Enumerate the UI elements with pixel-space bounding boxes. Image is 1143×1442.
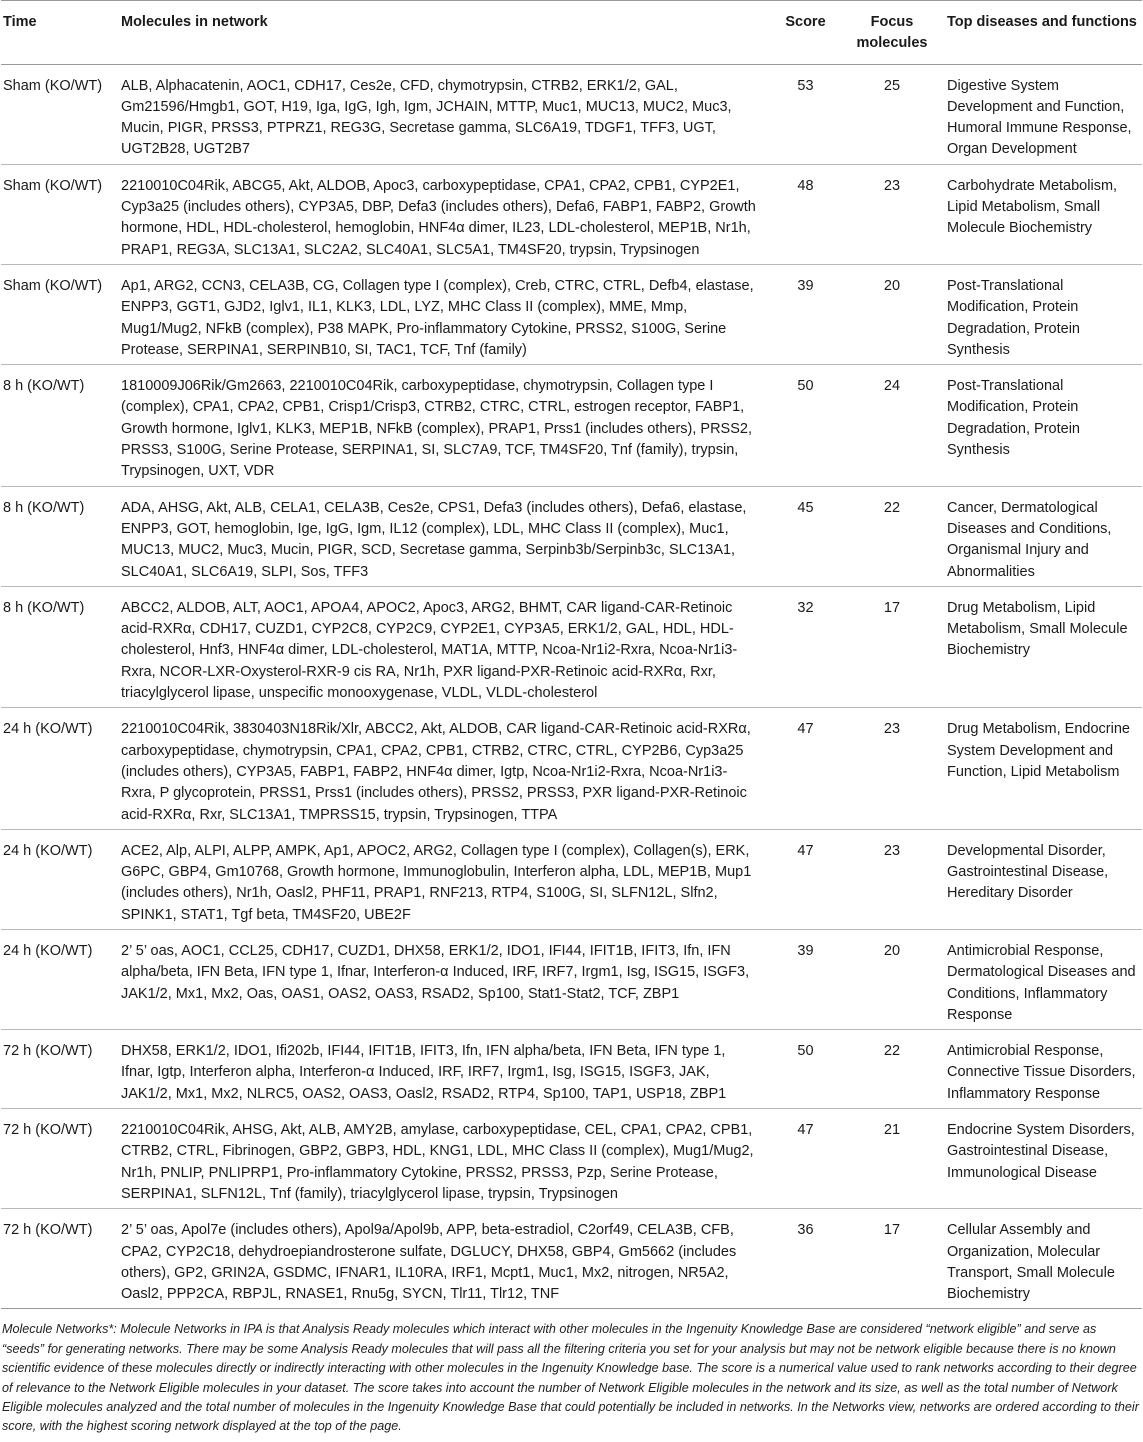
cell-top-diseases: Post-Translational Modification, Protein Degradation, Protein Synthesis xyxy=(944,264,1142,364)
cell-focus: 20 xyxy=(839,264,944,364)
header-score: Score xyxy=(771,1,839,65)
cell-score: 36 xyxy=(771,1209,839,1309)
cell-focus: 23 xyxy=(839,829,944,929)
header-time: Time xyxy=(1,1,118,65)
cell-time: Sham (KO/WT) xyxy=(1,64,118,164)
table-header xyxy=(1,1,1142,65)
cell-time: Sham (KO/WT) xyxy=(1,264,118,364)
cell-focus: 17 xyxy=(839,1209,944,1309)
cell-molecules: Ap1, ARG2, CCN3, CELA3B, CG, Collagen type I (complex), Creb, CTRC, CTRL, Defb4, elastase, ENPP3, GGT1, GJD2, Iglv1, IL1, KLK3, LDL, LYZ, MHC Class II (complex), MME, Mmp, Mug1/Mug2, NFkB (complex), P38 MAPK, Pro-inflammatory Cytokine, PRSS2, S100G, Serine Protease, SERPINA1, SERPINB10, SI, TAC1, TCF, Tnf (family) xyxy=(118,264,771,364)
table-row xyxy=(1,1209,1142,1309)
cell-molecules: ABCC2, ALDOB, ALT, AOC1, APOA4, APOC2, Apoc3, ARG2, BHMT, CAR ligand-CAR-Retinoic acid-RXRα, CDH17, CUZD1, CYP2C8, CYP2C9, CYP2E1, CYP3A5, ERK1/2, GAL, HDL, HDL-cholesterol, Hnf3, HNF4α dimer, LDL-cholesterol, MAT1A, MTTP, Ncoa-Nr1i2-Rxra, Ncoa-Nr1i3-Rxra, NCOR-LXR-Oxysterol-RXR-9 cis RA, Nr1h, PXR ligand-PXR-Retinoic acid-RXRα, Rxr, triacylglycerol lipase, unspecific monooxygenase, VLDL, VLDL-cholesterol xyxy=(118,586,771,707)
cell-top-diseases: Antimicrobial Response, Connective Tissue Disorders, Inflammatory Response xyxy=(944,1030,1142,1109)
cell-molecules: 2210010C04Rik, ABCG5, Akt, ALDOB, Apoc3, carboxypeptidase, CPA1, CPA2, CPB1, CYP2E1, Cyp3a25 (includes others), CYP3A5, DBP, Defa3 (includes others), Defa6, FABP1, FABP2, Growth hormone, HDL, HDL-cholesterol, hemoglobin, HNF4α dimer, IL23, LDL-cholesterol, MEP1B, Nr1h, PRAP1, REG3A, SLC13A1, SLC2A2, SLC40A1, SLC5A1, TM4SF20, trypsin, Trypsinogen xyxy=(118,164,771,264)
table-row xyxy=(1,708,1142,829)
table-row xyxy=(1,264,1142,364)
cell-focus: 21 xyxy=(839,1109,944,1209)
cell-focus: 24 xyxy=(839,365,944,486)
cell-time: 24 h (KO/WT) xyxy=(1,829,118,929)
networks-table xyxy=(1,0,1142,1309)
cell-top-diseases: Antimicrobial Response, Dermatological Diseases and Conditions, Inflammatory Response xyxy=(944,929,1142,1029)
cell-top-diseases: Cancer, Dermatological Diseases and Conditions, Organismal Injury and Abnormalities xyxy=(944,486,1142,586)
cell-time: 8 h (KO/WT) xyxy=(1,486,118,586)
cell-focus: 17 xyxy=(839,586,944,707)
table-footnote: Molecule Networks*: Molecule Networks in IPA is that Analysis Ready molecules which interact with other molecules in the Ingenuity Knowledge Base are considered “network eligible” and serve as “seeds” for generating networks. There may be some Analysis Ready molecules that will pass all the filtering criteria you set for your analysis but may not be network eligible because there is no known scientific evidence of these molecules directly or indirectly interacting with other molecules in the Ingenuity Knowledge base. The score is a numerical value used to rank networks according to their degree of relevance to the Network Eligible molecules in your dataset. The score takes into account the number of Network Eligible molecules in the network and its size, as well as the total number of Network Eligible molecules analyzed and the total number of molecules in the Ingenuity Knowledge Base that could potentially be included in networks. In the Networks view, networks are ordered according to their score, with the highest scoring network displayed at the top of the page. xyxy=(2,1322,1139,1434)
cell-molecules: ALB, Alphacatenin, AOC1, CDH17, Ces2e, CFD, chymotrypsin, CTRB2, ERK1/2, GAL, Gm21596/Hmgb1, GOT, H19, Iga, IgG, Igh, Igm, JCHAIN, MTTP, Muc1, MUC13, MUC2, Muc3, Mucin, PIGR, PRSS3, PTPRZ1, REG3G, Secretase gamma, SLC6A19, TDGF1, TFF3, UGT, UGT2B28, UGT2B7 xyxy=(118,64,771,164)
table-row xyxy=(1,365,1142,486)
cell-focus: 22 xyxy=(839,1030,944,1109)
cell-time: 72 h (KO/WT) xyxy=(1,1030,118,1109)
cell-top-diseases: Carbohydrate Metabolism, Lipid Metabolism, Small Molecule Biochemistry xyxy=(944,164,1142,264)
cell-top-diseases: Endocrine System Disorders, Gastrointestinal Disease, Immunological Disease xyxy=(944,1109,1142,1209)
cell-score: 32 xyxy=(771,586,839,707)
cell-molecules: DHX58, ERK1/2, IDO1, Ifi202b, IFI44, IFIT1B, IFIT3, Ifn, IFN alpha/beta, IFN Beta, IFN type 1, Ifnar, Igtp, Interferon alpha, Interferon-α Induced, IRF, IRF7, Irgm1, Isg, ISG15, ISGF3, JAK, JAK1/2, Mx1, Mx2, NLRC5, OAS2, OAS3, Oasl2, RSAD2, RTP4, Sp100, TAP1, USP18, ZBP1 xyxy=(118,1030,771,1109)
table-row xyxy=(1,929,1142,1029)
cell-focus: 25 xyxy=(839,64,944,164)
cell-focus: 22 xyxy=(839,486,944,586)
cell-score: 48 xyxy=(771,164,839,264)
table-row xyxy=(1,164,1142,264)
table-row xyxy=(1,486,1142,586)
table-row xyxy=(1,829,1142,929)
cell-score: 39 xyxy=(771,264,839,364)
cell-time: Sham (KO/WT) xyxy=(1,164,118,264)
cell-molecules: ADA, AHSG, Akt, ALB, CELA1, CELA3B, Ces2e, CPS1, Defa3 (includes others), Defa6, elastase, ENPP3, GOT, hemoglobin, Ige, IgG, Igm, IL12 (complex), LDL, MHC Class II (complex), Muc1, MUC13, MUC2, Muc3, Mucin, PIGR, SCD, Secretase gamma, Serpinb3b/Serpinb3c, SLC13A1, SLC40A1, SLC6A19, SLPI, Sos, TFF3 xyxy=(118,486,771,586)
cell-molecules: 2210010C04Rik, AHSG, Akt, ALB, AMY2B, amylase, carboxypeptidase, CEL, CPA1, CPA2, CPB1, CTRB2, CTRL, Fibrinogen, GBP2, GBP3, HDL, KNG1, LDL, MHC Class II (complex), Mug1/Mug2, Nr1h, PNLIP, PNLIPRP1, Pro-inflammatory Cytokine, PRSS2, PRSS3, Pzp, Serine Protease, SERPINA1, SLFN12L, Tnf (family), triacylglycerol lipase, trypsin, Trypsinogen xyxy=(118,1109,771,1209)
cell-top-diseases: Post-Translational Modification, Protein Degradation, Protein Synthesis xyxy=(944,365,1142,486)
cell-focus: 23 xyxy=(839,708,944,829)
cell-time: 8 h (KO/WT) xyxy=(1,365,118,486)
table-body xyxy=(1,64,1142,1309)
cell-score: 47 xyxy=(771,829,839,929)
table-row xyxy=(1,64,1142,164)
table-row xyxy=(1,1030,1142,1109)
cell-focus: 23 xyxy=(839,164,944,264)
cell-molecules: 2’ 5’ oas, Apol7e (includes others), Apol9a/Apol9b, APP, beta-estradiol, C2orf49, CELA3B, CFB, CPA2, CYP2C18, dehydroepiandrosterone sulfate, DGLUCY, DHX58, GBP4, Gm5662 (includes others), GP2, GRIN2A, GSDMC, IFNAR1, IL10RA, IRF1, Mcpt1, Muc1, Mx2, nitrogen, NR5A2, Oasl2, PPP2CA, RBPJL, RNASE1, Rnu5g, SYCN, Tlr11, Tlr12, TNF xyxy=(118,1209,771,1309)
cell-score: 45 xyxy=(771,486,839,586)
cell-time: 24 h (KO/WT) xyxy=(1,708,118,829)
cell-time: 72 h (KO/WT) xyxy=(1,1209,118,1309)
cell-molecules: ACE2, Alp, ALPI, ALPP, AMPK, Ap1, APOC2, ARG2, Collagen type I (complex), Collagen(s), ERK, G6PC, GBP4, Gm10768, Growth hormone, Immunoglobulin, Interferon alpha, LDL, MEP1B, Mup1 (includes others), Nr1h, Oasl2, PHF11, PRAP1, RNF213, RTP4, S100G, SI, SLFN12L, Slfn2, SPINK1, STAT1, Tgf beta, TM4SF20, UBE2F xyxy=(118,829,771,929)
cell-focus: 20 xyxy=(839,929,944,1029)
cell-molecules: 2’ 5’ oas, AOC1, CCL25, CDH17, CUZD1, DHX58, ERK1/2, IDO1, IFI44, IFIT1B, IFIT3, Ifn, IFN alpha/beta, IFN Beta, IFN type 1, Ifnar, Interferon-α Induced, IRF, IRF7, Irgm1, Isg, ISG15, ISGF3, JAK1/2, Mx1, Mx2, Oas, OAS1, OAS2, OAS3, RSAD2, Sp100, Stat1-Stat2, TCF, ZBP1 xyxy=(118,929,771,1029)
cell-score: 53 xyxy=(771,64,839,164)
table-row xyxy=(1,1109,1142,1209)
header-focus: Focus molecules xyxy=(839,1,944,65)
header-molecules: Molecules in network xyxy=(118,1,771,65)
cell-time: 72 h (KO/WT) xyxy=(1,1109,118,1209)
cell-score: 47 xyxy=(771,708,839,829)
cell-top-diseases: Drug Metabolism, Endocrine System Development and Function, Lipid Metabolism xyxy=(944,708,1142,829)
cell-top-diseases: Developmental Disorder, Gastrointestinal Disease, Hereditary Disorder xyxy=(944,829,1142,929)
header-row xyxy=(1,1,1142,65)
cell-top-diseases: Drug Metabolism, Lipid Metabolism, Small Molecule Biochemistry xyxy=(944,586,1142,707)
cell-time: 24 h (KO/WT) xyxy=(1,929,118,1029)
cell-molecules: 2210010C04Rik, 3830403N18Rik/Xlr, ABCC2, Akt, ALDOB, CAR ligand-CAR-Retinoic acid-RXRα, carboxypeptidase, chymotrypsin, CPA1, CPA2, CPB1, CTRB2, CTRC, CTRL, CYP2B6, Cyp3a25 (includes others), CYP3A5, FABP1, FABP2, HNF4α dimer, Igtp, Ncoa-Nr1i2-Rxra, Ncoa-Nr1i3-Rxra, P glycoprotein, PRSS1, Prss1 (includes others), PRSS2, PRSS3, PXR ligand-PXR-Retinoic acid-RXRα, Rxr, SLC13A1, TMPRSS15, trypsin, Trypsinogen, TTPA xyxy=(118,708,771,829)
cell-score: 50 xyxy=(771,365,839,486)
cell-time: 8 h (KO/WT) xyxy=(1,586,118,707)
header-top: Top diseases and functions xyxy=(944,1,1142,65)
cell-top-diseases: Cellular Assembly and Organization, Molecular Transport, Small Molecule Biochemistry xyxy=(944,1209,1142,1309)
table-row xyxy=(1,586,1142,707)
cell-score: 47 xyxy=(771,1109,839,1209)
cell-score: 50 xyxy=(771,1030,839,1109)
cell-top-diseases: Digestive System Development and Function, Humoral Immune Response, Organ Development xyxy=(944,64,1142,164)
cell-score: 39 xyxy=(771,929,839,1029)
cell-molecules: 1810009J06Rik/Gm2663, 2210010C04Rik, carboxypeptidase, chymotrypsin, Collagen type I (complex), CPA1, CPA2, CPB1, Crisp1/Crisp3, CTRB2, CTRC, CTRL, estrogen receptor, FABP1, Growth hormone, Iglv1, KLK3, MEP1B, NFkB (complex), PRAP1, Prss1 (includes others), PRSS2, PRSS3, S100G, Serine Protease, SERPINA1, SI, SLC7A9, TCF, TM4SF20, Tnf (family), trypsin, Trypsinogen, UXT, VDR xyxy=(118,365,771,486)
